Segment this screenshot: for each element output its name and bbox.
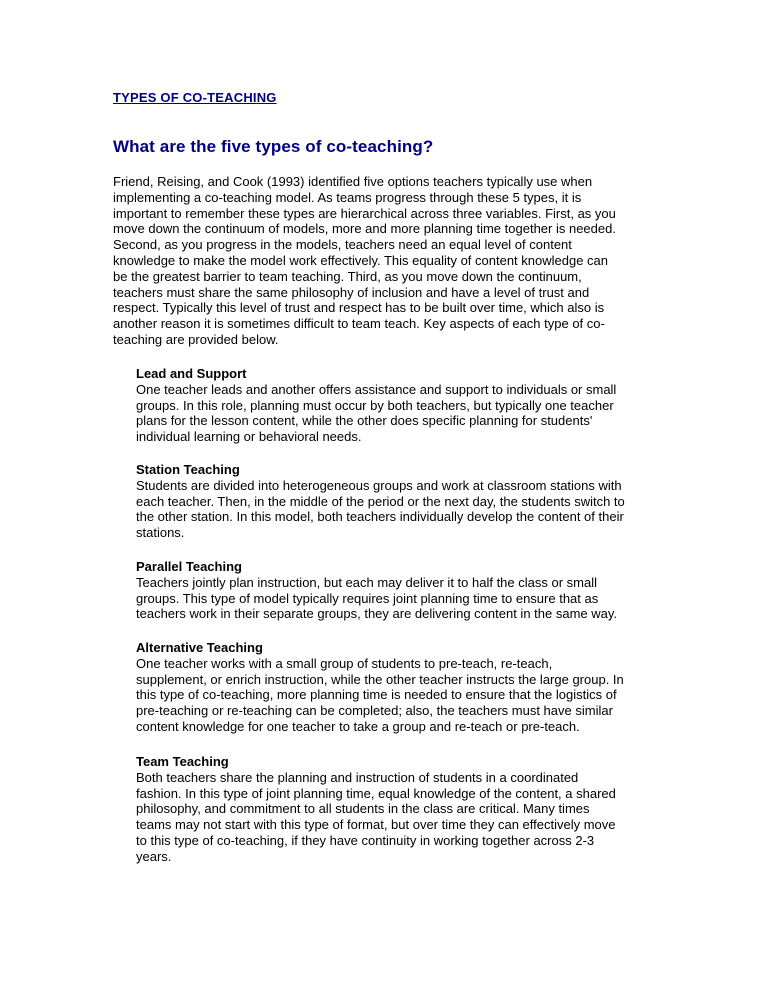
page-title: What are the five types of co-teaching? [113,137,434,156]
section-body: Students are divided into heterogeneous groups and work at classroom stations with each teacher. Then, in the middle of the period or the next day, the students switch to the other station. In this model, both teachers individually develop the content of their stations. [136,477,625,541]
types-of-co-teaching-link[interactable]: TYPES OF CO-TEACHING [113,90,277,105]
section-title: Lead and Support [136,366,247,381]
section-body: One teacher works with a small group of students to pre-teach, re-teach, supplement, or enrich instruction, while the other teacher instructs the large group. In this type of co-teaching, more planning time is needed to ensure that the logistics of pre-teaching or re-teaching can be completed; also, the teachers must have similar content knowledge for one teacher to take a group and re-teach or pre-teach. [136,655,624,734]
section-title: Alternative Teaching [136,640,263,655]
section-alternative-teaching [136,640,661,735]
section-body: Both teachers share the planning and instruction of students in a coordinated fashion. In this type of joint planning time, equal knowledge of the content, a shared philosophy, and commitment to all students in the class are critical. Many times teams may not start with this type of format, but over time they can effectively move to this type of co-teaching, if they have continuity in working together across 2-3 years. [136,769,616,864]
section-team-teaching [136,754,661,865]
section-body: One teacher leads and another offers assistance and support to individuals or small groups. In this role, planning must occur by both teachers, but typically one teacher plans for the lesson content, while the other does specific planning for students' individual learning or behavioral needs. [136,381,617,445]
section-title: Parallel Teaching [136,559,242,574]
section-body: Teachers jointly plan instruction, but each may deliver it to half the class or small groups. This type of model typically requires joint planning time to ensure that as teachers work in their separate groups, they are delivering content in the same way. [136,574,618,622]
section-station-teaching [136,462,661,541]
section-title: Station Teaching [136,462,240,477]
intro-paragraph: Friend, Reising, and Cook (1993) identified five options teachers typically use when implementing a co-teaching model. As teams progress through these 5 types, it is important to remember these types are hierarchical across three variables. First, as you move down the continuum of models, more and more planning time together is needed. Second, as you progress in the models, teachers need an equal level of content knowledge to make the model work effectively. This equality of content knowledge can be the greatest barrier to team teaching. Third, as you move down the continuum, teachers must share the same philosophy of inclusion and have a level of trust and respect. Typically this level of trust and respect has to be built over time, which also is another reason it is sometimes difficult to team teach. Key aspects of each type of co- teaching are provided below. [113,174,616,347]
section-parallel-teaching [136,559,661,622]
section-title: Team Teaching [136,754,229,769]
section-lead-and-support [136,366,661,445]
